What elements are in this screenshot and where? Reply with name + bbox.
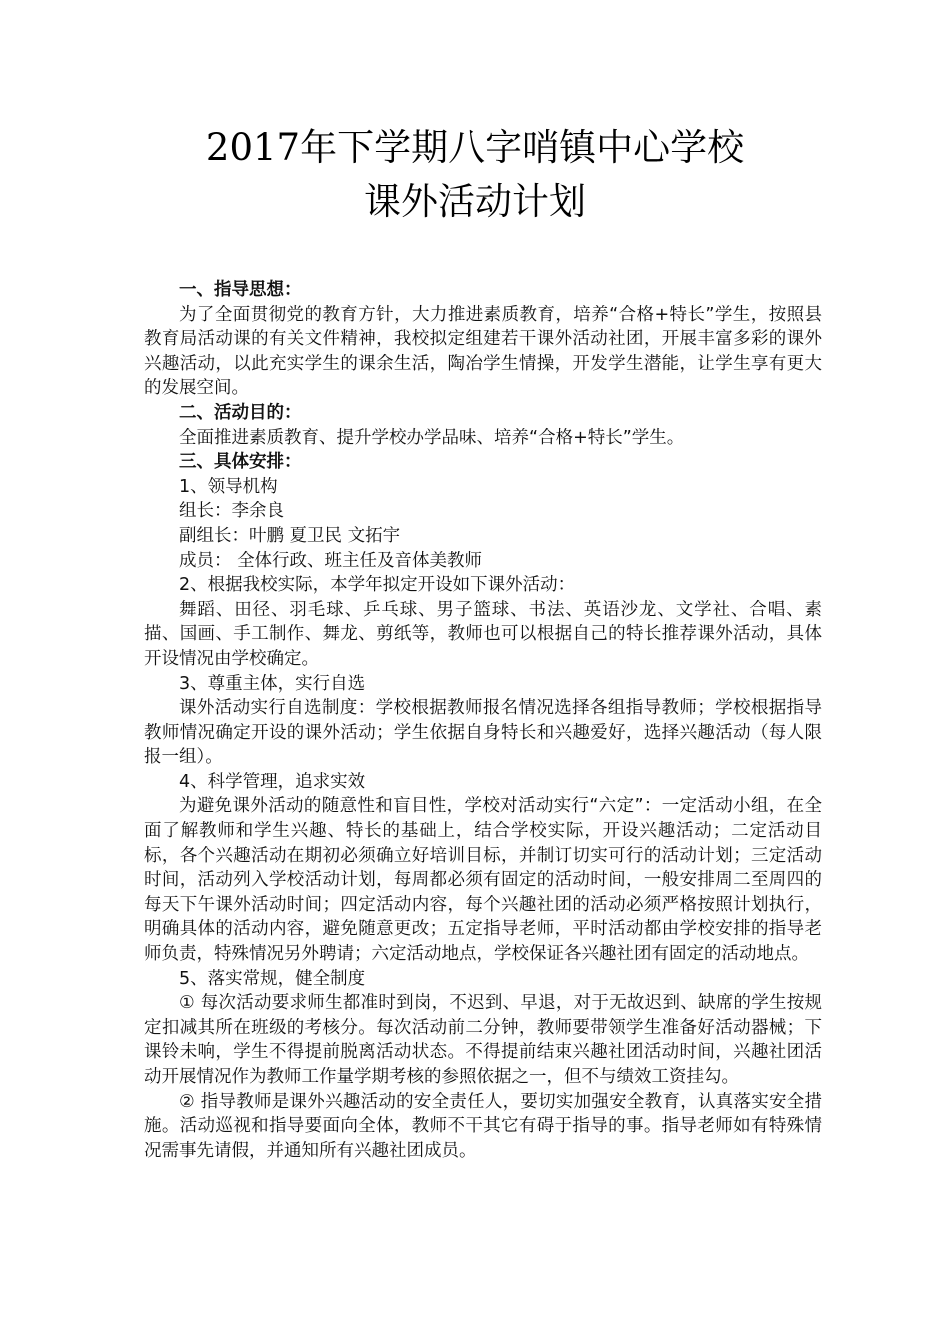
section-heading-guiding-thought: 一、指导思想：: [179, 280, 302, 300]
item-leadership-members: 成员： 全体行政、班主任及音体美教师: [179, 550, 483, 571]
item-management-title: 4、科学管理，追求实效: [179, 771, 366, 792]
paragraph-guiding-thought: 为了全面贯彻党的教育方针，大力推进素质教育，培养“合格+特长”学生，按照县教育局活动课的有关文件精神，我校拟定组建若干课外活动社团，开展丰富多彩的课外兴趣活动，以此充实学生的课余生活，陶冶学生情操，开发学生潜能，让学生享有更大的发展空间。: [144, 304, 822, 399]
item-rules-paragraph-2: ② 指导教师是课外兴趣活动的安全责任人，要切实加强安全教育，认真落实安全措施。活动巡视和指导要面向全体，教师不干其它有碍于指导的事。指导老师如有特殊情况需事先请假，并通知所有兴趣社团成员。: [144, 1091, 822, 1161]
item-rules-paragraph-1: ① 每次活动要求师生都准时到岗，不迟到、早退，对于无故迟到、缺席的学生按规定扣减其所在班级的考核分。每次活动前二分钟，教师要带领学生准备好活动器械；下课铃未响，学生不得提前脱离活动状态。不得提前结束兴趣社团活动时间，兴趣社团活动开展情况作为教师工作量学期考核的参照依据之一，但不与绩效工资挂勾。: [144, 993, 822, 1087]
paragraph-activity-purpose: 全面推进素质教育、提升学校办学品味、培养“合格+特长”学生。: [179, 427, 685, 448]
item-leadership-deputy: 副组长：叶鹏 夏卫民 文拓宇: [179, 525, 401, 546]
item-self-selection-paragraph: 课外活动实行自选制度：学校根据教师报名情况选择各组指导教师；学校根据指导教师情况确定开设的课外活动；学生依据自身特长和兴趣爱好，选择兴趣活动（每人限报一组）。: [144, 698, 822, 768]
section-heading-arrangement: 三、具体安排：: [179, 452, 302, 473]
item-activities-paragraph: 舞蹈、田径、羽毛球、乒乓球、男子篮球、书法、英语沙龙、文学社、合唱、素描、国画、手工制作、舞龙、剪纸等，教师也可以根据自己的特长推荐课外活动，具体开设情况由学校确定。: [144, 599, 822, 669]
document-title-line1: 2017年下学期八字哨镇中心学校: [205, 126, 745, 169]
item-management-paragraph: 为避免课外活动的随意性和盲目性，学校对活动实行“六定”：一定活动小组，在全面了解教师和学生兴趣、特长的基础上，结合学校实际，开设兴趣活动；二定活动目标，各个兴趣活动在期初必须确立好培训目标，并制订切实可行的活动计划；三定活动时间，活动列入学校活动计划，每周都必须有固定的活动时间，一般安排周二至周四的每天下午课外活动时间；四定活动内容，每个兴趣社团的活动必须严格按照计划执行，明确具体的活动内容，避免随意更改；五定指导老师，平时活动都由学校安排的指导老师负责，特殊情况另外聘请；六定活动地点，学校保证各兴趣社团有固定的活动地点。: [144, 796, 822, 965]
item-leadership-title: 1、领导机构: [179, 476, 278, 497]
section-heading-activity-purpose: 二、活动目的：: [179, 402, 302, 423]
document-title-line2: 课外活动计划: [364, 180, 586, 223]
document-body: [144, 278, 822, 1163]
item-activities-title: 2、根据我校实际，本学年拟定开设如下课外活动：: [179, 575, 576, 596]
item-rules-title: 5、落实常规，健全制度: [179, 968, 366, 989]
item-leadership-leader: 组长：李余良: [179, 501, 284, 522]
item-self-selection-title: 3、尊重主体，实行自选: [179, 673, 366, 694]
